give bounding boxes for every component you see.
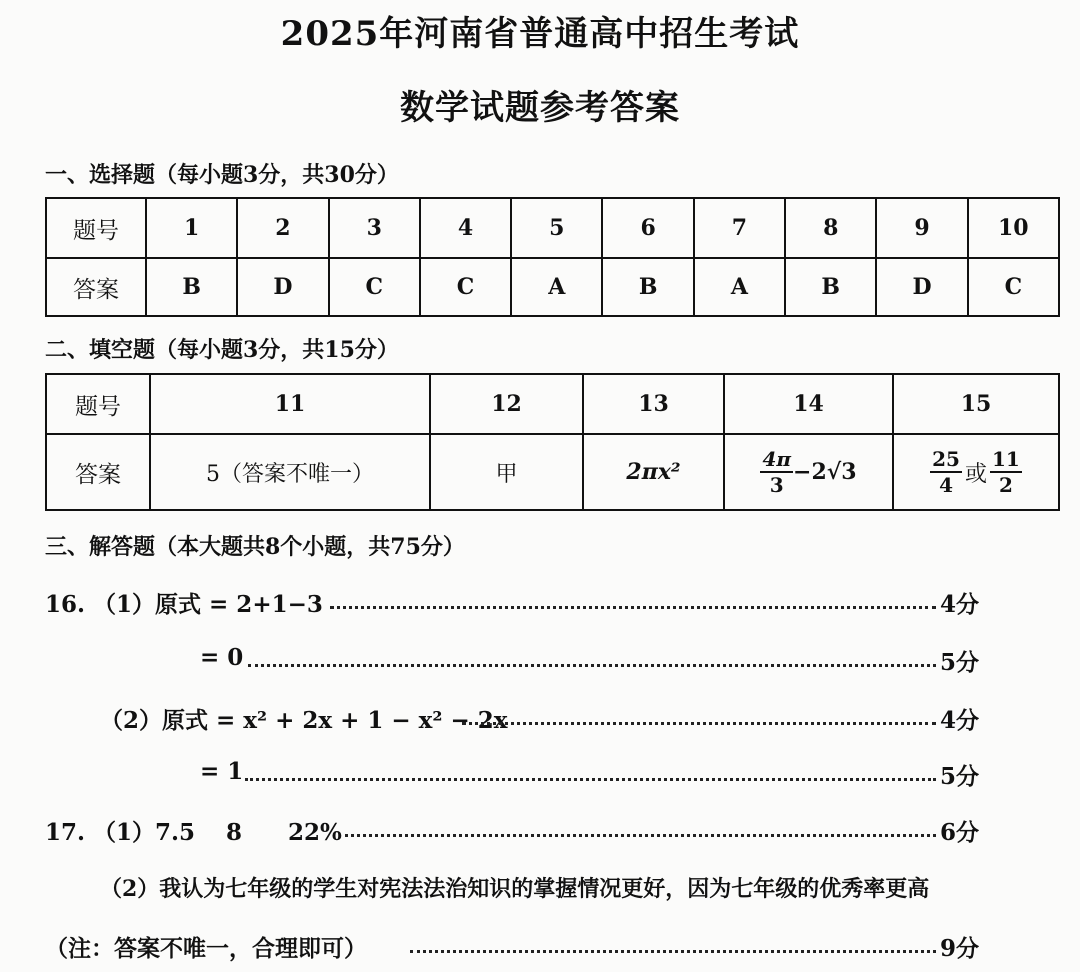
section-solution-heading: 三、解答题（本大题共8个小题，共75分） xyxy=(45,534,465,560)
section-fill-heading: 二、填空题（每小题3分，共15分） xyxy=(45,337,399,363)
answer-cell: C xyxy=(968,258,1059,316)
or-word: 或 xyxy=(964,461,987,487)
solution-line: 16. （1）原式 = 2+1−3 xyxy=(45,591,323,618)
answer-cell: A xyxy=(511,258,602,316)
row-label-answer: 答案 xyxy=(46,258,146,316)
fill-answer-row xyxy=(46,434,1059,510)
solution-line: （注：答案不唯一，合理即可） xyxy=(45,935,367,962)
row-label-question: 题号 xyxy=(46,374,150,434)
choice-answer-table xyxy=(45,197,1060,317)
solution-line: （2）我认为七年级的学生对宪法法治知识的掌握情况更好，因为七年级的优秀率更高 xyxy=(100,876,930,902)
expression-remainder: −2√3 xyxy=(793,459,857,485)
question-number: 9 xyxy=(876,198,967,258)
question-number: 2 xyxy=(237,198,328,258)
solution-line: 17. （1）7.5 8 22% xyxy=(45,819,342,846)
answer-cell: A xyxy=(694,258,785,316)
section-choice-heading: 一、选择题（每小题3分，共30分） xyxy=(45,162,399,188)
answer-cell: D xyxy=(237,258,328,316)
fraction-denominator: 3 xyxy=(769,473,784,497)
question-number: 15 xyxy=(893,374,1059,434)
document-subtitle: 数学试题参考答案 xyxy=(400,88,680,128)
question-number: 5 xyxy=(511,198,602,258)
answer-cell-15 xyxy=(893,434,1059,510)
score-label: 6分 xyxy=(940,819,980,846)
solution-line: = 1 xyxy=(200,758,244,785)
dotted-leader xyxy=(410,950,936,953)
fraction-numerator: 11 xyxy=(992,447,1020,471)
answer-cell-13: 2πx² xyxy=(583,434,724,510)
question-number: 12 xyxy=(430,374,583,434)
question-number: 3 xyxy=(329,198,420,258)
score-label: 5分 xyxy=(940,763,980,790)
dotted-leader xyxy=(345,834,936,837)
fraction-denominator: 2 xyxy=(998,473,1013,497)
row-label-question: 题号 xyxy=(46,198,146,258)
answer-cell: D xyxy=(876,258,967,316)
dotted-leader xyxy=(248,664,936,667)
fraction xyxy=(990,449,1022,495)
question-number: 6 xyxy=(602,198,693,258)
score-label: 4分 xyxy=(940,591,980,618)
question-number: 14 xyxy=(724,374,893,434)
dotted-leader xyxy=(462,722,936,725)
question-number: 13 xyxy=(583,374,724,434)
question-number: 4 xyxy=(420,198,511,258)
score-label: 4分 xyxy=(940,707,980,734)
question-number: 10 xyxy=(968,198,1059,258)
fraction-numerator: 25 xyxy=(932,447,960,471)
answer-cell: B xyxy=(785,258,876,316)
answer-cell: B xyxy=(602,258,693,316)
fraction-numerator: 4π xyxy=(762,447,792,471)
dotted-leader xyxy=(330,606,936,609)
score-label: 5分 xyxy=(940,649,980,676)
fraction xyxy=(930,449,962,495)
answer-cell: B xyxy=(146,258,237,316)
fill-answer-table xyxy=(45,373,1060,511)
answer-cell: C xyxy=(420,258,511,316)
choice-answer-row xyxy=(46,258,1059,316)
row-label-answer: 答案 xyxy=(46,434,150,510)
choice-question-row xyxy=(46,198,1059,258)
fill-question-row xyxy=(46,374,1059,434)
answer-cell-14 xyxy=(724,434,893,510)
question-number: 1 xyxy=(146,198,237,258)
document-title: 2025年河南省普通高中招生考试 xyxy=(280,14,800,54)
question-number: 8 xyxy=(785,198,876,258)
solution-line: = 0 xyxy=(200,644,244,671)
question-number: 7 xyxy=(694,198,785,258)
question-number: 11 xyxy=(150,374,430,434)
score-label: 9分 xyxy=(940,935,980,962)
dotted-leader xyxy=(245,778,936,781)
fraction-denominator: 4 xyxy=(939,473,954,497)
answer-cell: C xyxy=(329,258,420,316)
answer-cell-11: 5（答案不唯一） xyxy=(150,434,430,510)
solution-line: （2）原式 = x² + 2x + 1 − x² − 2x xyxy=(100,707,508,734)
fraction xyxy=(760,449,793,495)
answer-cell-12: 甲 xyxy=(430,434,583,510)
